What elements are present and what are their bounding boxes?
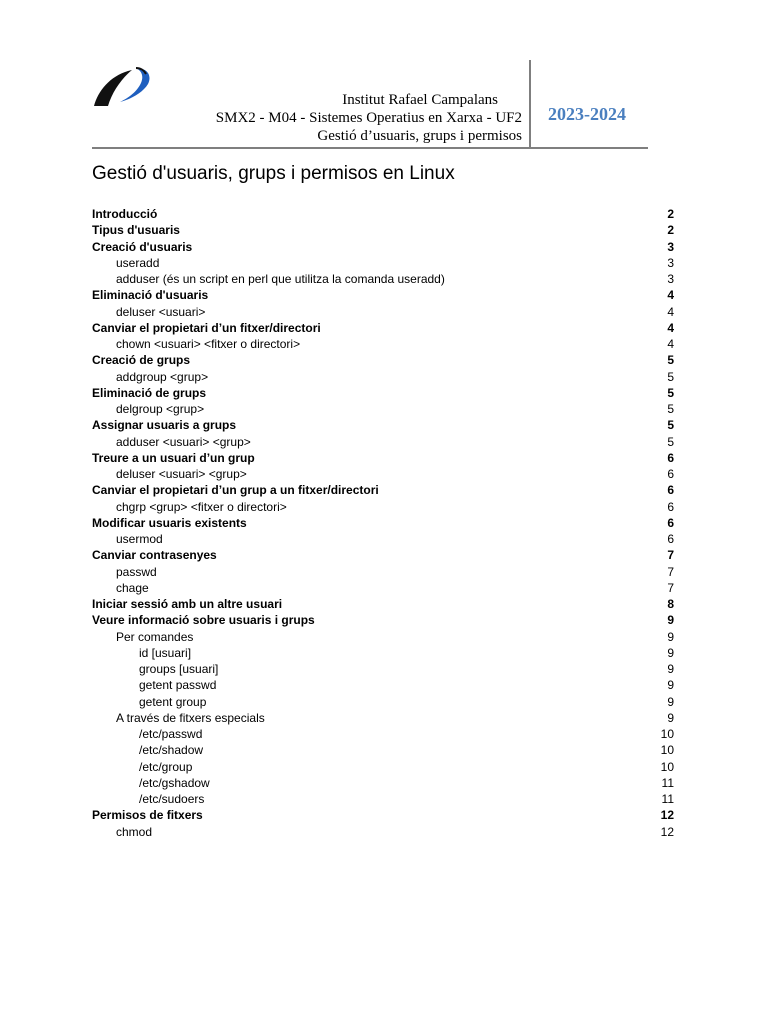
toc-entry-page: 4 [667, 288, 674, 303]
toc-entry-page: 10 [660, 759, 674, 774]
document-title: Gestió d'usuaris, grups i permisos en Linux [92, 163, 455, 184]
toc-entry-page: 12 [660, 808, 674, 823]
toc-entry[interactable] [92, 710, 674, 726]
institute-logo [92, 66, 154, 108]
toc-entry-page: 5 [667, 434, 674, 449]
toc-entry[interactable] [92, 629, 674, 645]
toc-entry-page: 5 [667, 369, 674, 384]
toc-entry-page: 9 [667, 629, 674, 644]
toc-entry[interactable] [92, 320, 674, 336]
toc-entry-page: 6 [667, 467, 674, 481]
toc-entry-title: Treure a un usuari d’un grup [92, 450, 255, 465]
toc-entry-title: Eliminació de grups [92, 385, 207, 400]
toc-entry-title: passwd [116, 564, 157, 579]
toc-entry[interactable] [92, 791, 674, 807]
toc-entry[interactable] [92, 450, 674, 466]
toc-entry-page: 5 [667, 353, 674, 368]
toc-entry[interactable] [92, 336, 674, 352]
toc-entry[interactable] [92, 596, 674, 612]
toc-entry-title: Introducció [92, 207, 158, 221]
toc-entry-page: 8 [667, 597, 674, 611]
toc-entry-title: deluser <usuari> [116, 304, 206, 319]
institute-name: Institut Rafael Campalans [342, 92, 498, 108]
toc-entry-title: Canviar el propietari d’un fitxer/directori [92, 320, 321, 335]
toc-entry-page: 4 [667, 304, 674, 319]
toc-entry[interactable] [92, 677, 674, 693]
toc-entry-page: 6 [667, 499, 674, 514]
toc-entry-page: 9 [667, 694, 674, 709]
table-of-contents [92, 206, 674, 840]
toc-entry[interactable] [92, 564, 674, 580]
toc-entry-page: 12 [660, 824, 674, 839]
toc-entry-title: Assignar usuaris a grups [92, 418, 237, 433]
toc-entry-page: 9 [667, 613, 674, 628]
toc-entry-title: groups [usuari] [139, 662, 219, 676]
toc-entry-title: getent passwd [139, 678, 217, 693]
toc-entry[interactable] [92, 222, 674, 238]
toc-entry-title: /etc/shadow [139, 743, 204, 758]
toc-entry-title: deluser <usuari> <grup> [116, 467, 247, 481]
toc-entry-title: Permisos de fitxers [92, 808, 203, 823]
toc-entry[interactable] [92, 255, 674, 271]
toc-entry[interactable] [92, 369, 674, 385]
toc-entry-title: addgroup <grup> [116, 369, 209, 384]
toc-entry-page: 11 [661, 792, 674, 806]
toc-entry-title: getent group [139, 694, 207, 709]
toc-entry-page: 4 [667, 337, 674, 351]
toc-entry[interactable] [92, 645, 674, 661]
toc-entry-title: /etc/gshadow [139, 775, 210, 790]
toc-entry[interactable] [92, 759, 674, 775]
toc-entry[interactable] [92, 304, 674, 320]
toc-entry[interactable] [92, 775, 674, 791]
toc-entry-page: 5 [667, 402, 674, 416]
toc-entry[interactable] [92, 824, 674, 840]
toc-entry-page: 9 [667, 710, 674, 725]
toc-entry[interactable] [92, 401, 674, 417]
toc-entry-page: 7 [667, 564, 674, 579]
toc-entry-title: Per comandes [116, 629, 194, 644]
toc-entry[interactable] [92, 434, 674, 450]
toc-entry-page: 3 [667, 255, 674, 270]
toc-entry[interactable] [92, 206, 674, 222]
toc-entry-page: 3 [667, 272, 674, 286]
toc-entry-title: id [usuari] [139, 645, 192, 660]
header-vertical-rule [529, 60, 531, 148]
toc-entry-title: Tipus d'usuaris [92, 223, 180, 238]
toc-entry[interactable] [92, 726, 674, 742]
toc-entry-title: A través de fitxers especials [116, 710, 265, 725]
toc-entry-title: /etc/sudoers [139, 792, 205, 806]
toc-entry-page: 9 [667, 645, 674, 660]
header-text-block [216, 91, 522, 145]
toc-entry-title: adduser (és un script en perl que utilitza la comanda useradd) [116, 272, 445, 286]
toc-entry[interactable] [92, 515, 674, 531]
toc-entry-title: Modificar usuaris existents [92, 515, 247, 530]
toc-entry-page: 4 [667, 320, 674, 335]
toc-entry-title: Canviar contrasenyes [92, 548, 217, 563]
toc-entry-title: usermod [116, 532, 163, 546]
toc-entry-page: 6 [667, 450, 674, 465]
toc-entry[interactable] [92, 531, 674, 547]
toc-entry-title: adduser <usuari> <grup> [116, 434, 251, 449]
toc-entry[interactable] [92, 239, 674, 255]
academic-year: 2023-2024 [548, 104, 626, 124]
toc-entry-title: chgrp <grup> <fitxer o directori> [116, 499, 287, 514]
toc-entry-page: 2 [667, 223, 674, 238]
toc-entry-page: 3 [667, 239, 674, 254]
toc-entry-title: chage [116, 580, 149, 595]
course-module: SMX2 - M04 - Sistemes Operatius en Xarxa - UF2 [215, 110, 522, 126]
toc-entry-title: chmod [116, 824, 153, 839]
toc-entry[interactable] [92, 742, 674, 758]
toc-entry[interactable] [92, 694, 674, 710]
toc-entry-page: 10 [660, 727, 674, 741]
toc-entry-page: 6 [667, 483, 674, 498]
toc-entry-page: 9 [667, 662, 674, 676]
toc-entry-page: 5 [667, 418, 674, 433]
toc-entry[interactable] [92, 385, 674, 401]
toc-entry-page: 10 [660, 743, 674, 758]
toc-entry[interactable] [92, 661, 674, 677]
toc-entry[interactable] [92, 352, 674, 368]
toc-entry-page: 2 [667, 207, 674, 221]
toc-entry-page: 11 [661, 775, 674, 790]
toc-entry-title: Iniciar sessió amb un altre usuari [92, 597, 283, 611]
toc-entry-title: Veure informació sobre usuaris i grups [92, 613, 315, 628]
toc-entry-page: 7 [667, 548, 674, 563]
toc-entry-title: /etc/passwd [139, 727, 203, 741]
toc-entry-title: Creació de grups [92, 353, 191, 368]
toc-entry-page: 9 [667, 678, 674, 693]
toc-entry[interactable] [92, 547, 674, 563]
header-horizontal-rule [92, 147, 648, 149]
toc-entry-page: 7 [667, 580, 674, 595]
toc-entry[interactable] [92, 580, 674, 596]
toc-entry-title: chown <usuari> <fitxer o directori> [116, 337, 301, 351]
toc-entry[interactable] [92, 612, 674, 628]
unit-topic: Gestió d’usuaris, grups i permisos [317, 128, 522, 144]
toc-entry-title: Canviar el propietari d’un grup a un fitxer/directori [92, 483, 379, 498]
toc-entry-page: 6 [667, 515, 674, 530]
toc-entry[interactable] [92, 807, 674, 823]
toc-entry[interactable] [92, 417, 674, 433]
toc-entry-title: delgroup <grup> [116, 402, 205, 416]
toc-entry-title: useradd [116, 255, 160, 270]
toc-entry[interactable] [92, 466, 674, 482]
toc-entry[interactable] [92, 271, 674, 287]
toc-entry[interactable] [92, 499, 674, 515]
toc-entry[interactable] [92, 287, 674, 303]
toc-entry-title: Eliminació d'usuaris [92, 288, 209, 303]
toc-entry-title: /etc/group [139, 759, 193, 774]
toc-entry[interactable] [92, 482, 674, 498]
toc-entry-title: Creació d'usuaris [92, 239, 193, 254]
toc-entry-page: 5 [667, 385, 674, 400]
toc-entry-page: 6 [667, 532, 674, 546]
